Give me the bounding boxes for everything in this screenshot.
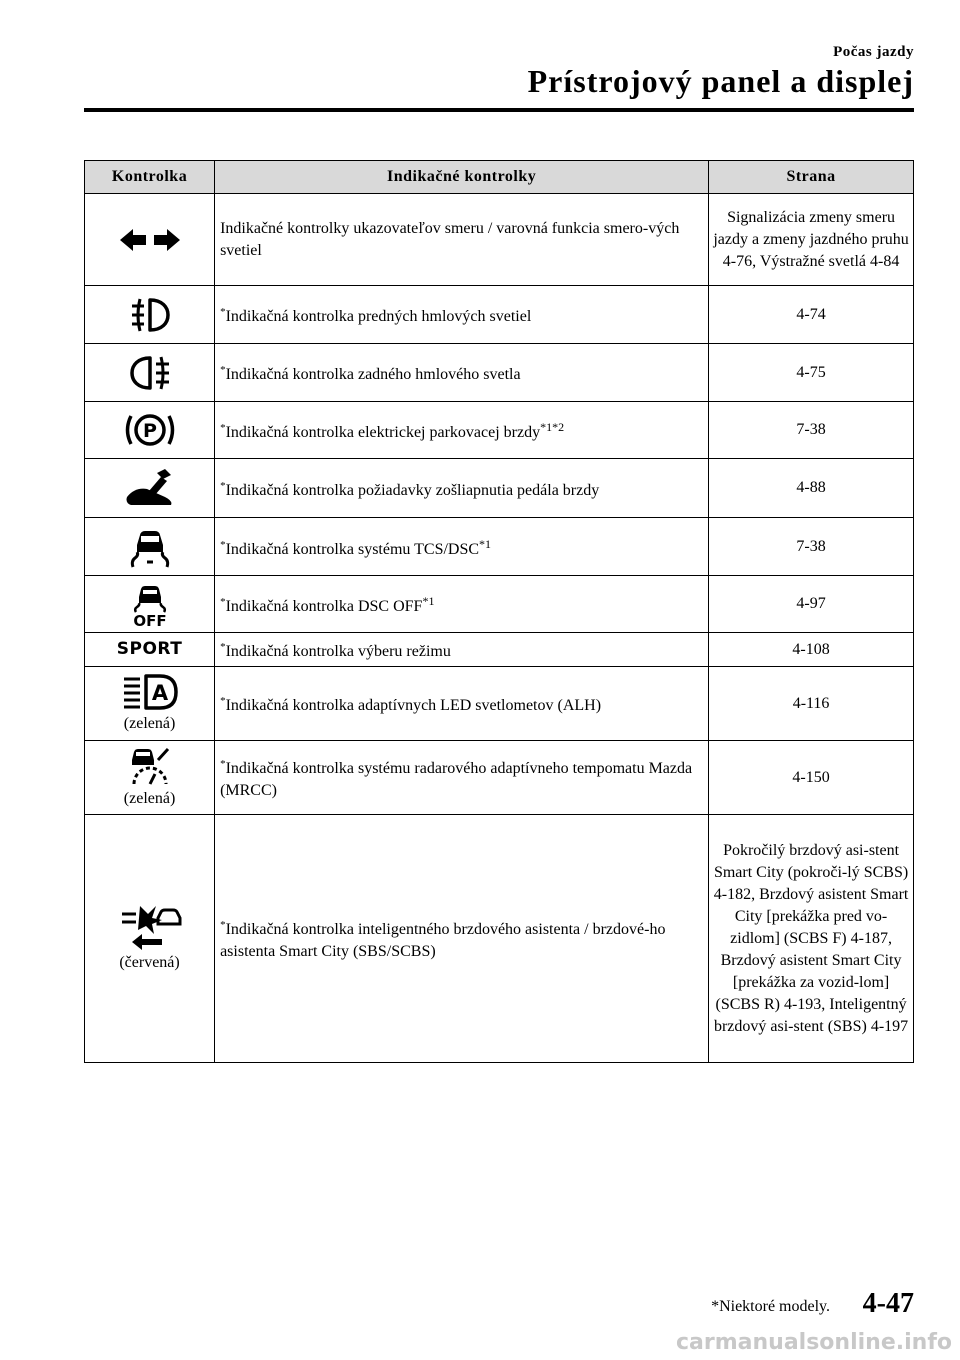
description-cell — [215, 518, 709, 576]
sport-mode-icon: SPORT — [116, 639, 183, 659]
page-reference: 4-108 — [709, 633, 914, 667]
icon-color-label: (zelená) — [123, 789, 176, 807]
asterisk-mark: * — [220, 919, 226, 931]
front-fog-light-icon — [128, 295, 172, 335]
footnote-reference: *1 — [479, 536, 492, 551]
asterisk-mark: * — [220, 364, 226, 376]
icon-cell — [85, 667, 215, 741]
asterisk-mark: * — [220, 306, 226, 318]
icon-color-label: (červená) — [119, 953, 180, 971]
description-text: Indikačná kontrolka požiadavky zošliapnutia pedála brzdy — [225, 481, 600, 499]
icon-cell — [85, 286, 215, 344]
icon-cell — [85, 815, 215, 1063]
table-row — [85, 459, 914, 518]
description-text: Indikačná kontrolka systému TCS/DSC — [225, 540, 480, 558]
brake-pedal-request-icon — [121, 467, 179, 509]
page-reference: 4-116 — [709, 667, 914, 741]
table-row — [85, 518, 914, 576]
description-text: Indikačná kontrolka DSC OFF — [225, 598, 423, 615]
tcs-dsc-icon — [125, 525, 175, 569]
asterisk-mark: * — [220, 695, 226, 707]
table-row — [85, 286, 914, 344]
radar-cruise-control-icon — [124, 746, 176, 786]
description-text: Indikačná kontrolka predných hmlových svetiel — [225, 308, 532, 325]
page-header — [528, 44, 914, 99]
column-header-page: Strana — [709, 161, 914, 194]
description-cell — [215, 667, 709, 741]
page-reference: 4-97 — [709, 576, 914, 633]
header-rule — [84, 108, 914, 112]
asterisk-mark: * — [220, 641, 226, 653]
table-row — [85, 576, 914, 633]
page-reference: 7-38 — [709, 518, 914, 576]
asterisk-mark: * — [220, 422, 226, 434]
page-reference: 4-150 — [709, 741, 914, 815]
icon-cell — [85, 576, 215, 633]
description-cell — [215, 576, 709, 633]
turn-signal-arrows-icon — [118, 226, 182, 254]
asterisk-mark: * — [220, 538, 226, 551]
column-header-indicator: Kontrolka — [85, 161, 215, 194]
description-text: Indikačná kontrolka zadného hmlového svetla — [225, 366, 521, 383]
description-cell — [215, 344, 709, 402]
indicator-table — [84, 160, 914, 1063]
description-text: Indikačná kontrolka systému radarového adaptívneho tempomatu Mazda (MRCC) — [220, 760, 693, 799]
asterisk-mark: * — [220, 596, 226, 608]
table-header-row — [85, 161, 914, 194]
footnote-reference: *1*2 — [540, 420, 565, 434]
page-reference: Pokročilý brzdový asi-stent Smart City (pokroči-lý SCBS) 4-182, Brzdový asistent Smart City [prekážka pred vo-zidlom] (SCBS F) 4-187, Brzdový asistent Smart City [prekážka za vozid-lom] (SCBS R) 4-193, Inteligentný brzdový asi-stent (SBS) 4-197 — [709, 815, 914, 1063]
chapter-title: Prístrojový panel a displej — [527, 63, 914, 99]
watermark-text: carmanualsonline.info — [676, 1330, 952, 1355]
icon-cell — [85, 741, 215, 815]
description-cell — [215, 459, 709, 518]
table-row — [85, 344, 914, 402]
icon-color-label: (zelená) — [123, 714, 176, 732]
icon-cell — [85, 518, 215, 576]
description-text: Indikačná kontrolka výberu režimu — [225, 643, 451, 660]
column-header-description: Indikačné kontrolky — [215, 161, 709, 194]
description-text: Indikačná kontrolka elektrickej parkovacej brzdy — [225, 424, 541, 441]
icon-cell — [85, 633, 215, 667]
electric-parking-brake-icon — [122, 408, 178, 452]
description-cell — [215, 741, 709, 815]
page-reference: Signalizácia zmeny smeru jazdy a zmeny jazdného pruhu 4-76, Výstražné svetlá 4-84 — [709, 194, 914, 286]
icon-cell — [85, 459, 215, 518]
asterisk-mark: * — [220, 479, 226, 492]
footnote-text: *Niektoré modely. — [711, 1298, 830, 1315]
dsc-off-icon — [124, 581, 176, 627]
adaptive-led-headlights-icon — [120, 673, 180, 711]
description-cell — [215, 286, 709, 344]
table-row — [85, 633, 914, 667]
description-cell — [215, 815, 709, 1063]
description-text: Indikačná kontrolka adaptívnych LED svetlometov (ALH) — [225, 697, 602, 714]
description-cell — [215, 633, 709, 667]
page-reference: 4-88 — [709, 459, 914, 518]
page-reference: 7-38 — [709, 402, 914, 459]
smart-brake-support-icon — [118, 904, 182, 950]
dsc-off-label: OFF — [132, 612, 167, 627]
page-number: 4-47 — [862, 1288, 914, 1319]
table-row — [85, 194, 914, 286]
table-row — [85, 741, 914, 815]
description-text: Indikačné kontrolky ukazovateľov smeru / varovná funkcia smero-vých svetiel — [220, 219, 680, 259]
svg-text:P: P — [142, 420, 157, 442]
asterisk-mark: * — [220, 758, 226, 770]
page-reference: 4-74 — [709, 286, 914, 344]
icon-cell — [85, 194, 215, 286]
footnote-reference: *1 — [422, 594, 435, 608]
table-row — [85, 667, 914, 741]
rear-fog-light-icon — [128, 353, 172, 393]
description-cell — [215, 402, 709, 459]
description-cell — [215, 194, 709, 286]
table-row — [85, 402, 914, 459]
icon-cell — [85, 402, 215, 459]
alh-letter: A — [151, 680, 168, 705]
page-reference: 4-75 — [709, 344, 914, 402]
section-title: Počas jazdy — [833, 44, 914, 60]
description-text: Indikačná kontrolka inteligentného brzdového asistenta / brzdové-ho asistenta Smart City (SBS/SCBS) — [220, 921, 666, 960]
icon-cell — [85, 344, 215, 402]
table-row — [85, 815, 914, 1063]
